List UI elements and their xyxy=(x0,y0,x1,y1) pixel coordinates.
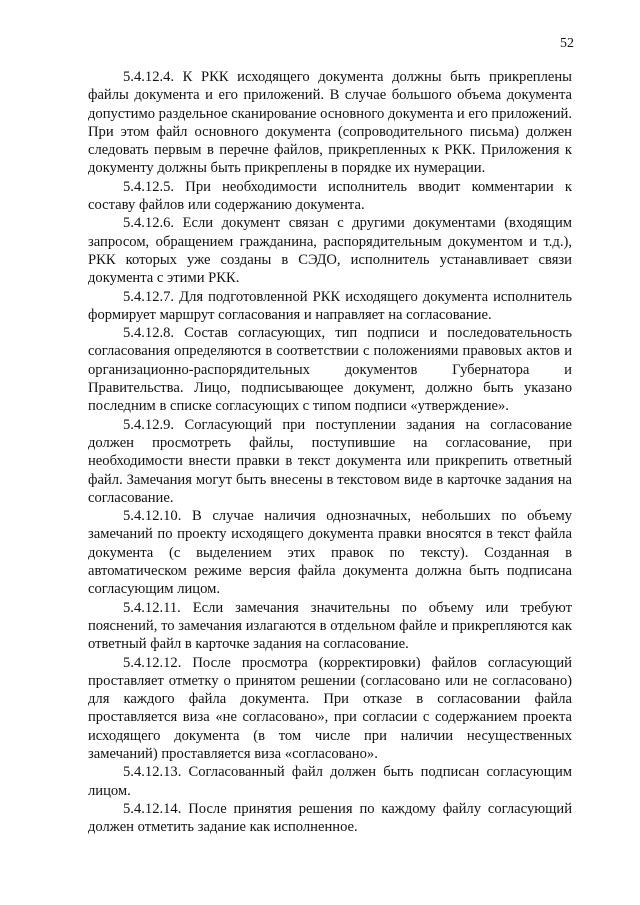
paragraph-5-4-12-6: 5.4.12.6. Если документ связан с другими документами (входящим запросом, обращением гражданина, распорядительным документом и т.д.), РКК которых уже созданы в СЭДО, исполнитель устанавливает связи документа с этими РКК. xyxy=(88,215,572,287)
paragraph-5-4-12-5: 5.4.12.5. При необходимости исполнитель вводит комментарии к составу файлов или содержанию документа. xyxy=(88,178,572,214)
paragraph-5-4-12-10: 5.4.12.10. В случае наличия однозначных, небольших по объему замечаний по проекту исходящего документа правки вносятся в текст файла документа (с выделением этих правок по тексту). Созданная в автоматическом режиме версия файла документа должна быть подписана согласующим лицом. xyxy=(88,508,572,598)
page-number: 52 xyxy=(560,36,574,51)
paragraph-5-4-12-4: 5.4.12.4. К РКК исходящего документа должны быть прикреплены файлы документа и его приложений. В случае большого объема документа допустимо раздельное сканирование основного документа и его приложений. При этом файл основного документа (сопроводительного письма) должен следовать первым в перечне файлов, прикрепленных к РКК. Приложения к документу должны быть прикреплены в порядке их нумерации. xyxy=(88,69,572,177)
paragraph-5-4-12-12: 5.4.12.12. После просмотра (корректировки) файлов согласующий проставляет отметку о принятом решении (согласовано или не согласовано) для каждого файла документа. При отказе в согласовании файла проставляется виза «не согласовано», при согласии с содержанием проекта исходящего документа (в том числе при наличии несущественных замечаний) проставляется виза «согласовано». xyxy=(88,654,572,762)
paragraph-5-4-12-11: 5.4.12.11. Если замечания значительны по объему или требуют пояснений, то замечания излагаются в отдельном файле и прикрепляются как ответный файл в карточке задания на согласование. xyxy=(88,599,572,653)
document-body xyxy=(88,68,572,836)
paragraph-5-4-12-8: 5.4.12.8. Состав согласующих, тип подписи и последовательность согласования определяются в соответствии с положениями правовых актов и организационно-распорядительных документов Губернатора и Правительства. Лицо, подписывающее документ, должно быть указано последним в списке согласующих с типом подписи «утверждение». xyxy=(88,325,572,415)
paragraph-5-4-12-7: 5.4.12.7. Для подготовленной РКК исходящего документа исполнитель формирует маршрут согласования и направляет на согласование. xyxy=(88,288,572,323)
paragraph-5-4-12-9: 5.4.12.9. Согласующий при поступлении задания на согласование должен просмотреть файлы, поступившие на согласование, при необходимости внести правки в текст документа или прикрепить ответный файл. Замечания могут быть внесены в текстовом виде в карточке задания на согласование. xyxy=(88,416,572,506)
paragraph-5-4-12-14: 5.4.12.14. После принятия решения по каждому файлу согласующий должен отметить задание как исполненное. xyxy=(88,800,572,836)
paragraph-5-4-12-13: 5.4.12.13. Согласованный файл должен быть подписан согласующим лицом. xyxy=(88,764,572,799)
